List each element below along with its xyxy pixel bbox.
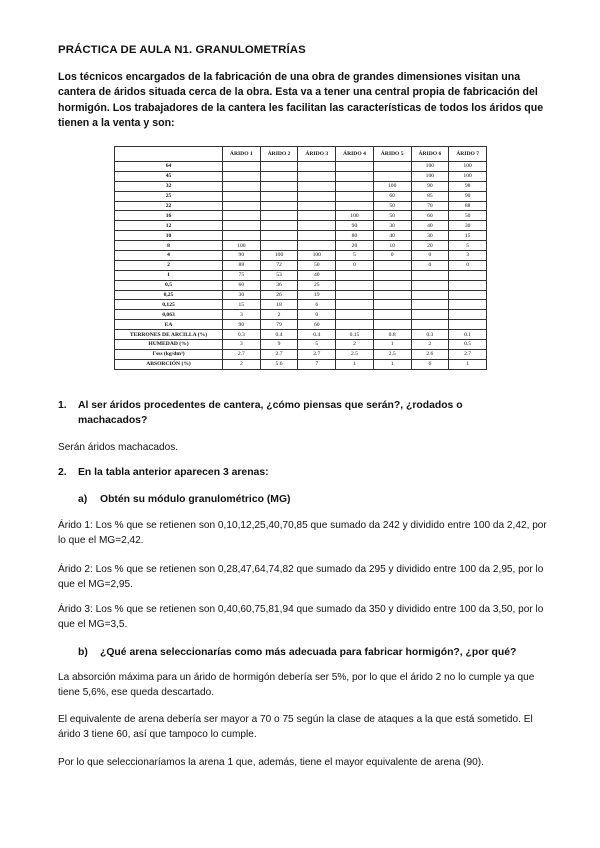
table-cell: 53	[260, 270, 298, 280]
question-2b-text: ¿Qué arena seleccionarías como más adecuada para fabricar hormigón?, ¿por qué?	[100, 647, 517, 658]
table-cell: 30	[373, 221, 411, 231]
table-row	[115, 280, 487, 290]
table-cell	[373, 280, 411, 290]
question-2-text: En la tabla anterior aparecen 3 arenas:	[78, 467, 269, 478]
table-cell: 5	[449, 241, 487, 251]
table-cell	[411, 300, 449, 310]
table-cell: 100	[449, 162, 487, 172]
table-cell: 0	[411, 251, 449, 261]
table-cell	[373, 320, 411, 330]
table-cell	[449, 290, 487, 300]
table-cell	[373, 162, 411, 172]
table-row	[115, 260, 487, 270]
table-cell: 0.1	[449, 330, 487, 340]
table-row	[115, 340, 487, 350]
table-cell: 9	[260, 340, 298, 350]
table-cell: 2.7	[449, 349, 487, 359]
table-cell: 40	[411, 221, 449, 231]
row-label-cell: 2	[115, 260, 223, 270]
table-cell: 100	[223, 241, 261, 251]
answer-arido-2: Árido 2: Los % que se retienen son 0,28,47,64,74,82 que sumado da 295 y dividido entre 100 da 2,95, por lo que el MG=2,95.	[58, 564, 544, 591]
table-cell: 90	[411, 181, 449, 191]
table-row	[115, 290, 487, 300]
table-cell: 88	[223, 260, 261, 270]
table-cell	[298, 181, 336, 191]
table-cell: 90	[223, 251, 261, 261]
table-cell	[336, 320, 374, 330]
table-cell: 98	[449, 181, 487, 191]
table-cell	[223, 162, 261, 172]
row-label-cell: 0,063	[115, 310, 223, 320]
row-label-cell: ABSORCIÓN (%)	[115, 359, 223, 369]
table-cell	[411, 310, 449, 320]
answer-arido-3: Árido 3: Los % que se retienen son 0,40,60,75,81,94 que sumado da 350 y dividido entre 100 da 3,50, por lo que el MG=3,5.	[58, 604, 544, 631]
table-cell	[298, 171, 336, 181]
table-cell: 5	[336, 251, 374, 261]
table-row	[115, 231, 487, 241]
table-cell	[411, 320, 449, 330]
table-cell: 2.7	[223, 349, 261, 359]
table-cell: 15	[449, 231, 487, 241]
table-row	[115, 270, 487, 280]
table-cell: 1	[373, 359, 411, 369]
table-cell: 100	[336, 211, 374, 221]
table-cell: 0	[449, 260, 487, 270]
table-cell: 90	[223, 320, 261, 330]
table-cell	[336, 310, 374, 320]
table-cell: 2	[260, 310, 298, 320]
row-label-cell: 25	[115, 191, 223, 201]
table-cell	[336, 270, 374, 280]
table-cell	[373, 260, 411, 270]
answer-conclusion: Por lo que seleccionaríamos la arena 1 que, además, tiene el mayor equivalente de arena (90).	[58, 757, 484, 768]
question-2a-text: Obtén su módulo granulométrico (MG)	[100, 494, 291, 505]
table-cell: 88	[449, 201, 487, 211]
table-cell	[223, 181, 261, 191]
table-cell	[223, 231, 261, 241]
table-cell	[298, 221, 336, 231]
table-cell: 90	[336, 221, 374, 231]
table-cell	[373, 310, 411, 320]
table-row	[115, 251, 487, 261]
table-cell: 100	[449, 171, 487, 181]
table-cell	[449, 320, 487, 330]
table-cell: 90	[449, 191, 487, 201]
table-row	[115, 241, 487, 251]
table-cell: 0.3	[223, 330, 261, 340]
table-body	[115, 162, 487, 370]
table-row	[115, 349, 487, 359]
table-cell: 15	[223, 300, 261, 310]
row-label-cell: 1	[115, 270, 223, 280]
table-header-row	[115, 147, 487, 162]
table-cell: 0	[373, 251, 411, 261]
table-cell	[223, 171, 261, 181]
table-cell: 20	[336, 241, 374, 251]
table-cell: 2.6	[411, 349, 449, 359]
question-2b-label: b)	[78, 647, 88, 658]
table-cell	[449, 280, 487, 290]
table-cell	[223, 201, 261, 211]
intro-paragraph: Los técnicos encargados de la fabricación de una obra de grandes dimensiones visitan una cantera de áridos situada cerca de la obra. Esta va a tener una central propia de fabricación del hormigón. Los trabajadores de la cantera les facilitan las características de todos los áridos que tienen a la venta y son:	[58, 71, 544, 130]
table-cell: 100	[260, 251, 298, 261]
table-cell	[223, 221, 261, 231]
table-cell: 60	[411, 211, 449, 221]
table-row	[115, 162, 487, 172]
granulometry-table	[114, 146, 487, 370]
table-cell: 50	[373, 211, 411, 221]
table-cell: 7	[298, 359, 336, 369]
question-2-number: 2.	[58, 467, 67, 478]
table-row	[115, 201, 487, 211]
answer-arido-1: Árido 1: Los % que se retienen son 0,10,12,25,40,70,85 que sumado da 242 y dividido entre 100 da 2,42, por lo que el MG=2,42.	[58, 520, 547, 547]
row-label-cell: 45	[115, 171, 223, 181]
table-header-corner	[115, 147, 223, 162]
table-row	[115, 330, 487, 340]
table-cell: 0.15	[336, 330, 374, 340]
table-cell: 0	[298, 310, 336, 320]
table-cell	[449, 270, 487, 280]
table-cell: 30	[411, 231, 449, 241]
row-label-cell: Γsss (kg/dm³)	[115, 349, 223, 359]
table-header-cell: ÁRIDO 1	[223, 147, 261, 162]
table-cell	[298, 241, 336, 251]
answer-equivalente-arena: El equivalente de arena debería ser mayor a 70 o 75 según la clase de ataques a la que está sometido. El árido 3 tiene 60, así que tampoco lo cumple.	[58, 714, 533, 741]
table-cell: 5	[298, 340, 336, 350]
table-cell: 80	[336, 231, 374, 241]
table-cell: 0.8	[373, 330, 411, 340]
table-cell	[411, 280, 449, 290]
table-cell: 5.6	[260, 359, 298, 369]
table-cell: 30	[223, 290, 261, 300]
table-cell	[336, 191, 374, 201]
table-cell: 50	[298, 260, 336, 270]
question-1-answer: Serán áridos machacados.	[58, 442, 179, 453]
table-cell: 2	[336, 340, 374, 350]
table-cell	[298, 211, 336, 221]
table-header-cell: ÁRIDO 7	[449, 147, 487, 162]
table-cell	[298, 191, 336, 201]
row-label-cell: HUMEDAD (%)	[115, 340, 223, 350]
table-cell: 2.7	[260, 349, 298, 359]
table-row	[115, 191, 487, 201]
table-row	[115, 310, 487, 320]
table-cell	[260, 191, 298, 201]
table-row	[115, 171, 487, 181]
table-cell: 2	[223, 359, 261, 369]
question-1-line-2: machacados?	[78, 415, 148, 427]
table-cell: 2.7	[298, 349, 336, 359]
row-label-cell: 0,25	[115, 290, 223, 300]
table-cell: 30	[449, 221, 487, 231]
table-cell	[336, 171, 374, 181]
table-cell	[373, 171, 411, 181]
table-cell	[260, 162, 298, 172]
table-cell	[260, 231, 298, 241]
row-label-cell: 10	[115, 231, 223, 241]
table-cell	[336, 290, 374, 300]
table-cell	[411, 290, 449, 300]
table-row	[115, 359, 487, 369]
question-1-text	[78, 398, 548, 429]
table-cell: 70	[411, 201, 449, 211]
table-cell: 18	[260, 300, 298, 310]
table-row	[115, 221, 487, 231]
table-row	[115, 181, 487, 191]
table-cell: 60	[223, 280, 261, 290]
row-label-cell: 22	[115, 201, 223, 211]
table-cell: 40	[373, 231, 411, 241]
table-cell: 100	[373, 181, 411, 191]
table-cell: 85	[411, 191, 449, 201]
table-cell: 10	[373, 241, 411, 251]
table-cell: 60	[373, 191, 411, 201]
row-label-cell: TERRONES DE ARCILLA (%)	[115, 330, 223, 340]
table-cell: 40	[298, 270, 336, 280]
table-cell	[336, 201, 374, 211]
table-cell: 2.5	[336, 349, 374, 359]
table-cell	[260, 241, 298, 251]
table-cell: 0.3	[411, 330, 449, 340]
table-cell	[260, 181, 298, 191]
table-cell: 100	[298, 251, 336, 261]
table-cell: 3	[449, 251, 487, 261]
table-cell: 75	[223, 270, 261, 280]
row-label-cell: 12	[115, 221, 223, 231]
table-cell	[260, 211, 298, 221]
question-1-line-1: Al ser áridos procedentes de cantera, ¿cómo piensas que serán?, ¿rodados o	[78, 400, 463, 411]
table-cell	[223, 211, 261, 221]
question-1-number: 1.	[58, 400, 67, 411]
page-title: PRÁCTICA DE AULA N1. GRANULOMETRÍAS	[58, 44, 306, 56]
row-label-cell: EA	[115, 320, 223, 330]
table-cell: 50	[373, 201, 411, 211]
table-cell: 0.4	[298, 330, 336, 340]
table-cell: 72	[260, 260, 298, 270]
table-cell: 20	[411, 241, 449, 251]
row-label-cell: 4	[115, 251, 223, 261]
table-cell: 0.5	[449, 340, 487, 350]
question-2a-label: a)	[78, 494, 88, 505]
table-header-cell: ÁRIDO 2	[260, 147, 298, 162]
table-cell: 100	[411, 162, 449, 172]
table-cell: 60	[298, 320, 336, 330]
row-label-cell: 64	[115, 162, 223, 172]
table-cell	[336, 280, 374, 290]
table-cell: 25	[298, 280, 336, 290]
table-cell	[336, 181, 374, 191]
row-label-cell: 0,5	[115, 280, 223, 290]
table-cell: 6	[411, 359, 449, 369]
table-cell	[260, 221, 298, 231]
row-label-cell: 0,125	[115, 300, 223, 310]
table-cell	[449, 310, 487, 320]
table-header-cell: ÁRIDO 5	[373, 147, 411, 162]
table-cell	[373, 290, 411, 300]
table-row	[115, 211, 487, 221]
table-cell: 2	[411, 340, 449, 350]
table-cell: 3	[223, 340, 261, 350]
table-cell	[298, 201, 336, 211]
table-row	[115, 320, 487, 330]
table-cell: 0.4	[260, 330, 298, 340]
table-cell: 19	[298, 290, 336, 300]
table-row	[115, 300, 487, 310]
table-cell: 0	[336, 260, 374, 270]
table-cell: 2.5	[373, 349, 411, 359]
table-cell	[298, 231, 336, 241]
table-cell: 36	[260, 280, 298, 290]
table-cell	[373, 300, 411, 310]
table-cell	[260, 201, 298, 211]
row-label-cell: 8	[115, 241, 223, 251]
table-cell: 3	[223, 310, 261, 320]
table-header-cell: ÁRIDO 6	[411, 147, 449, 162]
answer-absorcion: La absorción máxima para un árido de hormigón debería ser 5%, por lo que el árido 2 no lo cumple ya que tiene 5,6%, ese queda descartado.	[58, 672, 535, 699]
table-header-cell: ÁRIDO 4	[336, 147, 374, 162]
table-header-cell: ÁRIDO 3	[298, 147, 336, 162]
table-cell	[336, 162, 374, 172]
table-cell	[260, 171, 298, 181]
table-cell: 1	[336, 359, 374, 369]
table-cell: 0	[411, 260, 449, 270]
table-cell: 26	[260, 290, 298, 300]
table-cell	[298, 162, 336, 172]
table-cell: 1	[373, 340, 411, 350]
table-cell	[449, 300, 487, 310]
table-cell: 79	[260, 320, 298, 330]
row-label-cell: 32	[115, 181, 223, 191]
table-cell	[336, 300, 374, 310]
row-label-cell: 16	[115, 211, 223, 221]
table-cell: 1	[449, 359, 487, 369]
table-cell: 6	[298, 300, 336, 310]
table-cell: 100	[411, 171, 449, 181]
table-cell: 50	[449, 211, 487, 221]
table-cell	[373, 270, 411, 280]
table-cell	[223, 191, 261, 201]
table-cell	[411, 270, 449, 280]
